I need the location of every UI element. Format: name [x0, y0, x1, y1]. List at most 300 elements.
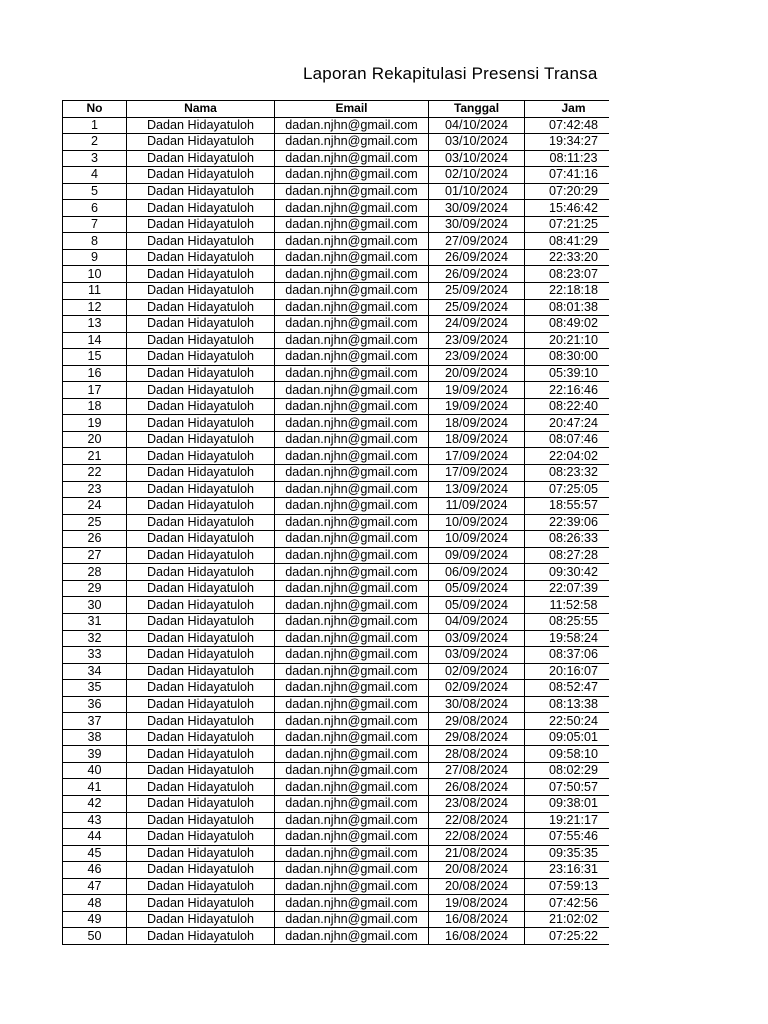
- cell-jam: 11:52:58: [525, 597, 610, 614]
- cell-nama: Dadan Hidayatuloh: [127, 531, 275, 548]
- cell-no: 5: [63, 183, 127, 200]
- cell-tanggal: 02/09/2024: [429, 680, 525, 697]
- cell-nama: Dadan Hidayatuloh: [127, 349, 275, 366]
- table-row: [63, 448, 610, 465]
- cell-nama: Dadan Hidayatuloh: [127, 829, 275, 846]
- cell-email: dadan.njhn@gmail.com: [275, 613, 429, 630]
- cell-no: 10: [63, 266, 127, 283]
- cell-nama: Dadan Hidayatuloh: [127, 465, 275, 482]
- cell-nama: Dadan Hidayatuloh: [127, 597, 275, 614]
- cell-jam: 08:07:46: [525, 431, 610, 448]
- cell-nama: Dadan Hidayatuloh: [127, 630, 275, 647]
- cell-no: 9: [63, 249, 127, 266]
- table-row: [63, 895, 610, 912]
- cell-tanggal: 06/09/2024: [429, 564, 525, 581]
- column-header-email: Email: [275, 101, 429, 118]
- cell-jam: 08:41:29: [525, 233, 610, 250]
- table-row: [63, 134, 610, 151]
- cell-no: 20: [63, 431, 127, 448]
- cell-jam: 22:39:06: [525, 514, 610, 531]
- cell-no: 32: [63, 630, 127, 647]
- table-row: [63, 862, 610, 879]
- table-row: [63, 299, 610, 316]
- cell-no: 12: [63, 299, 127, 316]
- cell-nama: Dadan Hidayatuloh: [127, 613, 275, 630]
- cell-no: 35: [63, 680, 127, 697]
- table-clip: [62, 100, 609, 960]
- cell-tanggal: 26/09/2024: [429, 266, 525, 283]
- cell-tanggal: 20/09/2024: [429, 365, 525, 382]
- cell-no: 6: [63, 200, 127, 217]
- cell-nama: Dadan Hidayatuloh: [127, 216, 275, 233]
- cell-tanggal: 10/09/2024: [429, 514, 525, 531]
- cell-email: dadan.njhn@gmail.com: [275, 812, 429, 829]
- cell-tanggal: 27/08/2024: [429, 762, 525, 779]
- cell-jam: 08:49:02: [525, 316, 610, 333]
- cell-no: 31: [63, 613, 127, 630]
- table-row: [63, 713, 610, 730]
- cell-nama: Dadan Hidayatuloh: [127, 431, 275, 448]
- cell-no: 15: [63, 349, 127, 366]
- table-row: [63, 233, 610, 250]
- table-row: [63, 514, 610, 531]
- cell-email: dadan.njhn@gmail.com: [275, 448, 429, 465]
- cell-jam: 07:42:48: [525, 117, 610, 134]
- cell-email: dadan.njhn@gmail.com: [275, 398, 429, 415]
- cell-no: 28: [63, 564, 127, 581]
- cell-jam: 08:23:32: [525, 465, 610, 482]
- cell-no: 37: [63, 713, 127, 730]
- cell-tanggal: 27/09/2024: [429, 233, 525, 250]
- cell-email: dadan.njhn@gmail.com: [275, 316, 429, 333]
- cell-nama: Dadan Hidayatuloh: [127, 845, 275, 862]
- cell-jam: 08:27:28: [525, 547, 610, 564]
- column-header-tanggal: Tanggal: [429, 101, 525, 118]
- cell-jam: 19:21:17: [525, 812, 610, 829]
- table-row: [63, 349, 610, 366]
- cell-email: dadan.njhn@gmail.com: [275, 762, 429, 779]
- cell-email: dadan.njhn@gmail.com: [275, 249, 429, 266]
- cell-email: dadan.njhn@gmail.com: [275, 862, 429, 879]
- cell-tanggal: 16/08/2024: [429, 911, 525, 928]
- cell-jam: 08:25:55: [525, 613, 610, 630]
- cell-nama: Dadan Hidayatuloh: [127, 299, 275, 316]
- cell-no: 33: [63, 647, 127, 664]
- cell-jam: 19:34:27: [525, 134, 610, 151]
- cell-email: dadan.njhn@gmail.com: [275, 680, 429, 697]
- cell-jam: 08:52:47: [525, 680, 610, 697]
- table-row: [63, 266, 610, 283]
- cell-tanggal: 05/09/2024: [429, 597, 525, 614]
- cell-email: dadan.njhn@gmail.com: [275, 150, 429, 167]
- cell-nama: Dadan Hidayatuloh: [127, 266, 275, 283]
- cell-jam: 09:35:35: [525, 845, 610, 862]
- cell-nama: Dadan Hidayatuloh: [127, 680, 275, 697]
- cell-jam: 07:55:46: [525, 829, 610, 846]
- cell-no: 39: [63, 746, 127, 763]
- cell-jam: 07:25:05: [525, 481, 610, 498]
- cell-no: 11: [63, 283, 127, 300]
- cell-email: dadan.njhn@gmail.com: [275, 845, 429, 862]
- cell-no: 25: [63, 514, 127, 531]
- cell-nama: Dadan Hidayatuloh: [127, 382, 275, 399]
- cell-email: dadan.njhn@gmail.com: [275, 647, 429, 664]
- cell-nama: Dadan Hidayatuloh: [127, 746, 275, 763]
- cell-no: 45: [63, 845, 127, 862]
- cell-nama: Dadan Hidayatuloh: [127, 762, 275, 779]
- cell-email: dadan.njhn@gmail.com: [275, 696, 429, 713]
- cell-nama: Dadan Hidayatuloh: [127, 117, 275, 134]
- cell-email: dadan.njhn@gmail.com: [275, 216, 429, 233]
- cell-tanggal: 04/09/2024: [429, 613, 525, 630]
- cell-no: 22: [63, 465, 127, 482]
- cell-no: 50: [63, 928, 127, 945]
- cell-nama: Dadan Hidayatuloh: [127, 878, 275, 895]
- cell-tanggal: 23/09/2024: [429, 349, 525, 366]
- cell-email: dadan.njhn@gmail.com: [275, 283, 429, 300]
- cell-no: 42: [63, 795, 127, 812]
- cell-jam: 18:55:57: [525, 498, 610, 515]
- cell-email: dadan.njhn@gmail.com: [275, 597, 429, 614]
- cell-no: 21: [63, 448, 127, 465]
- cell-no: 38: [63, 729, 127, 746]
- table-row: [63, 431, 610, 448]
- cell-nama: Dadan Hidayatuloh: [127, 150, 275, 167]
- cell-email: dadan.njhn@gmail.com: [275, 564, 429, 581]
- cell-email: dadan.njhn@gmail.com: [275, 928, 429, 945]
- table-row: [63, 382, 610, 399]
- cell-nama: Dadan Hidayatuloh: [127, 398, 275, 415]
- cell-no: 29: [63, 580, 127, 597]
- table-row: [63, 663, 610, 680]
- cell-tanggal: 04/10/2024: [429, 117, 525, 134]
- cell-jam: 19:58:24: [525, 630, 610, 647]
- cell-nama: Dadan Hidayatuloh: [127, 895, 275, 912]
- cell-nama: Dadan Hidayatuloh: [127, 795, 275, 812]
- cell-nama: Dadan Hidayatuloh: [127, 481, 275, 498]
- cell-tanggal: 28/08/2024: [429, 746, 525, 763]
- cell-tanggal: 03/10/2024: [429, 150, 525, 167]
- cell-email: dadan.njhn@gmail.com: [275, 795, 429, 812]
- cell-jam: 07:21:25: [525, 216, 610, 233]
- cell-no: 23: [63, 481, 127, 498]
- cell-email: dadan.njhn@gmail.com: [275, 895, 429, 912]
- table-row: [63, 779, 610, 796]
- cell-email: dadan.njhn@gmail.com: [275, 514, 429, 531]
- cell-email: dadan.njhn@gmail.com: [275, 531, 429, 548]
- cell-nama: Dadan Hidayatuloh: [127, 316, 275, 333]
- cell-nama: Dadan Hidayatuloh: [127, 183, 275, 200]
- cell-no: 34: [63, 663, 127, 680]
- table-row: [63, 613, 610, 630]
- cell-tanggal: 20/08/2024: [429, 862, 525, 879]
- cell-tanggal: 10/09/2024: [429, 531, 525, 548]
- cell-tanggal: 17/09/2024: [429, 448, 525, 465]
- table-row: [63, 547, 610, 564]
- table-row: [63, 150, 610, 167]
- cell-nama: Dadan Hidayatuloh: [127, 911, 275, 928]
- cell-jam: 22:07:39: [525, 580, 610, 597]
- cell-tanggal: 18/09/2024: [429, 431, 525, 448]
- table-row: [63, 398, 610, 415]
- table-row: [63, 531, 610, 548]
- cell-tanggal: 16/08/2024: [429, 928, 525, 945]
- cell-email: dadan.njhn@gmail.com: [275, 167, 429, 184]
- cell-nama: Dadan Hidayatuloh: [127, 779, 275, 796]
- cell-jam: 09:05:01: [525, 729, 610, 746]
- cell-nama: Dadan Hidayatuloh: [127, 580, 275, 597]
- cell-email: dadan.njhn@gmail.com: [275, 663, 429, 680]
- cell-email: dadan.njhn@gmail.com: [275, 431, 429, 448]
- cell-jam: 08:22:40: [525, 398, 610, 415]
- cell-tanggal: 22/08/2024: [429, 829, 525, 846]
- cell-tanggal: 19/09/2024: [429, 398, 525, 415]
- cell-no: 43: [63, 812, 127, 829]
- cell-nama: Dadan Hidayatuloh: [127, 134, 275, 151]
- cell-email: dadan.njhn@gmail.com: [275, 134, 429, 151]
- table-row: [63, 580, 610, 597]
- cell-tanggal: 13/09/2024: [429, 481, 525, 498]
- cell-tanggal: 29/08/2024: [429, 729, 525, 746]
- cell-no: 7: [63, 216, 127, 233]
- cell-jam: 20:47:24: [525, 415, 610, 432]
- cell-nama: Dadan Hidayatuloh: [127, 729, 275, 746]
- cell-jam: 22:33:20: [525, 249, 610, 266]
- cell-tanggal: 01/10/2024: [429, 183, 525, 200]
- cell-no: 46: [63, 862, 127, 879]
- cell-tanggal: 09/09/2024: [429, 547, 525, 564]
- column-header-nama: Nama: [127, 101, 275, 118]
- cell-no: 44: [63, 829, 127, 846]
- cell-nama: Dadan Hidayatuloh: [127, 332, 275, 349]
- table-row: [63, 117, 610, 134]
- table-row: [63, 365, 610, 382]
- table-row: [63, 630, 610, 647]
- cell-no: 16: [63, 365, 127, 382]
- table-row: [63, 829, 610, 846]
- cell-jam: 07:20:29: [525, 183, 610, 200]
- cell-jam: 20:21:10: [525, 332, 610, 349]
- cell-jam: 08:11:23: [525, 150, 610, 167]
- cell-email: dadan.njhn@gmail.com: [275, 580, 429, 597]
- cell-nama: Dadan Hidayatuloh: [127, 283, 275, 300]
- table-body: [63, 117, 610, 944]
- cell-nama: Dadan Hidayatuloh: [127, 696, 275, 713]
- cell-email: dadan.njhn@gmail.com: [275, 465, 429, 482]
- cell-nama: Dadan Hidayatuloh: [127, 713, 275, 730]
- table-row: [63, 795, 610, 812]
- cell-tanggal: 11/09/2024: [429, 498, 525, 515]
- cell-no: 41: [63, 779, 127, 796]
- cell-tanggal: 03/09/2024: [429, 630, 525, 647]
- cell-tanggal: 25/09/2024: [429, 283, 525, 300]
- cell-nama: Dadan Hidayatuloh: [127, 564, 275, 581]
- cell-no: 26: [63, 531, 127, 548]
- cell-tanggal: 02/10/2024: [429, 167, 525, 184]
- table-header-row: [63, 101, 610, 118]
- cell-nama: Dadan Hidayatuloh: [127, 663, 275, 680]
- cell-jam: 07:25:22: [525, 928, 610, 945]
- cell-tanggal: 03/09/2024: [429, 647, 525, 664]
- table-row: [63, 878, 610, 895]
- cell-jam: 07:59:13: [525, 878, 610, 895]
- cell-jam: 08:37:06: [525, 647, 610, 664]
- cell-jam: 22:04:02: [525, 448, 610, 465]
- cell-no: 4: [63, 167, 127, 184]
- cell-jam: 08:30:00: [525, 349, 610, 366]
- cell-tanggal: 05/09/2024: [429, 580, 525, 597]
- cell-no: 36: [63, 696, 127, 713]
- cell-no: 18: [63, 398, 127, 415]
- cell-tanggal: 30/09/2024: [429, 200, 525, 217]
- table-row: [63, 746, 610, 763]
- cell-tanggal: 23/08/2024: [429, 795, 525, 812]
- cell-tanggal: 19/08/2024: [429, 895, 525, 912]
- cell-jam: 08:01:38: [525, 299, 610, 316]
- cell-email: dadan.njhn@gmail.com: [275, 332, 429, 349]
- column-header-no: No: [63, 101, 127, 118]
- cell-jam: 09:30:42: [525, 564, 610, 581]
- cell-nama: Dadan Hidayatuloh: [127, 200, 275, 217]
- cell-jam: 08:13:38: [525, 696, 610, 713]
- cell-email: dadan.njhn@gmail.com: [275, 911, 429, 928]
- cell-no: 48: [63, 895, 127, 912]
- cell-tanggal: 17/09/2024: [429, 465, 525, 482]
- table-row: [63, 696, 610, 713]
- cell-email: dadan.njhn@gmail.com: [275, 746, 429, 763]
- cell-nama: Dadan Hidayatuloh: [127, 812, 275, 829]
- cell-no: 1: [63, 117, 127, 134]
- cell-nama: Dadan Hidayatuloh: [127, 249, 275, 266]
- cell-email: dadan.njhn@gmail.com: [275, 481, 429, 498]
- cell-jam: 20:16:07: [525, 663, 610, 680]
- table-row: [63, 183, 610, 200]
- table-row: [63, 465, 610, 482]
- cell-jam: 05:39:10: [525, 365, 610, 382]
- cell-nama: Dadan Hidayatuloh: [127, 233, 275, 250]
- cell-nama: Dadan Hidayatuloh: [127, 448, 275, 465]
- cell-nama: Dadan Hidayatuloh: [127, 415, 275, 432]
- cell-no: 13: [63, 316, 127, 333]
- table-row: [63, 647, 610, 664]
- table-row: [63, 216, 610, 233]
- cell-tanggal: 22/08/2024: [429, 812, 525, 829]
- cell-jam: 09:58:10: [525, 746, 610, 763]
- cell-email: dadan.njhn@gmail.com: [275, 547, 429, 564]
- cell-tanggal: 26/09/2024: [429, 249, 525, 266]
- table-row: [63, 481, 610, 498]
- table-row: [63, 332, 610, 349]
- column-header-jam: Jam: [525, 101, 610, 118]
- cell-tanggal: 20/08/2024: [429, 878, 525, 895]
- table-row: [63, 249, 610, 266]
- cell-jam: 15:46:42: [525, 200, 610, 217]
- cell-tanggal: 29/08/2024: [429, 713, 525, 730]
- report-title: Laporan Rekapitulasi Presensi Transa: [303, 64, 598, 83]
- table-row: [63, 812, 610, 829]
- cell-no: 8: [63, 233, 127, 250]
- cell-tanggal: 23/09/2024: [429, 332, 525, 349]
- table-row: [63, 680, 610, 697]
- cell-email: dadan.njhn@gmail.com: [275, 829, 429, 846]
- cell-nama: Dadan Hidayatuloh: [127, 365, 275, 382]
- cell-tanggal: 30/08/2024: [429, 696, 525, 713]
- cell-no: 2: [63, 134, 127, 151]
- cell-nama: Dadan Hidayatuloh: [127, 514, 275, 531]
- cell-no: 14: [63, 332, 127, 349]
- table-row: [63, 283, 610, 300]
- cell-jam: 08:26:33: [525, 531, 610, 548]
- cell-email: dadan.njhn@gmail.com: [275, 779, 429, 796]
- table-row: [63, 415, 610, 432]
- cell-email: dadan.njhn@gmail.com: [275, 200, 429, 217]
- cell-email: dadan.njhn@gmail.com: [275, 365, 429, 382]
- cell-email: dadan.njhn@gmail.com: [275, 713, 429, 730]
- cell-no: 49: [63, 911, 127, 928]
- table-row: [63, 167, 610, 184]
- table-row: [63, 316, 610, 333]
- cell-tanggal: 18/09/2024: [429, 415, 525, 432]
- cell-tanggal: 25/09/2024: [429, 299, 525, 316]
- cell-email: dadan.njhn@gmail.com: [275, 630, 429, 647]
- cell-tanggal: 26/08/2024: [429, 779, 525, 796]
- cell-email: dadan.njhn@gmail.com: [275, 729, 429, 746]
- cell-nama: Dadan Hidayatuloh: [127, 547, 275, 564]
- cell-email: dadan.njhn@gmail.com: [275, 415, 429, 432]
- cell-tanggal: 02/09/2024: [429, 663, 525, 680]
- cell-nama: Dadan Hidayatuloh: [127, 167, 275, 184]
- cell-email: dadan.njhn@gmail.com: [275, 349, 429, 366]
- cell-email: dadan.njhn@gmail.com: [275, 382, 429, 399]
- cell-email: dadan.njhn@gmail.com: [275, 233, 429, 250]
- table-row: [63, 762, 610, 779]
- cell-no: 19: [63, 415, 127, 432]
- cell-tanggal: 19/09/2024: [429, 382, 525, 399]
- cell-jam: 07:41:16: [525, 167, 610, 184]
- cell-email: dadan.njhn@gmail.com: [275, 117, 429, 134]
- cell-tanggal: 03/10/2024: [429, 134, 525, 151]
- cell-no: 24: [63, 498, 127, 515]
- cell-no: 47: [63, 878, 127, 895]
- cell-tanggal: 21/08/2024: [429, 845, 525, 862]
- table-row: [63, 597, 610, 614]
- cell-nama: Dadan Hidayatuloh: [127, 647, 275, 664]
- cell-email: dadan.njhn@gmail.com: [275, 299, 429, 316]
- cell-email: dadan.njhn@gmail.com: [275, 498, 429, 515]
- cell-no: 30: [63, 597, 127, 614]
- cell-jam: 22:16:46: [525, 382, 610, 399]
- table-row: [63, 498, 610, 515]
- table-row: [63, 911, 610, 928]
- cell-email: dadan.njhn@gmail.com: [275, 183, 429, 200]
- cell-nama: Dadan Hidayatuloh: [127, 928, 275, 945]
- cell-jam: 09:38:01: [525, 795, 610, 812]
- cell-nama: Dadan Hidayatuloh: [127, 862, 275, 879]
- cell-jam: 22:18:18: [525, 283, 610, 300]
- table-row: [63, 200, 610, 217]
- cell-jam: 21:02:02: [525, 911, 610, 928]
- cell-jam: 23:16:31: [525, 862, 610, 879]
- cell-no: 27: [63, 547, 127, 564]
- cell-no: 40: [63, 762, 127, 779]
- table-row: [63, 729, 610, 746]
- cell-jam: 07:50:57: [525, 779, 610, 796]
- cell-tanggal: 24/09/2024: [429, 316, 525, 333]
- cell-email: dadan.njhn@gmail.com: [275, 878, 429, 895]
- cell-jam: 07:42:56: [525, 895, 610, 912]
- cell-nama: Dadan Hidayatuloh: [127, 498, 275, 515]
- cell-jam: 08:23:07: [525, 266, 610, 283]
